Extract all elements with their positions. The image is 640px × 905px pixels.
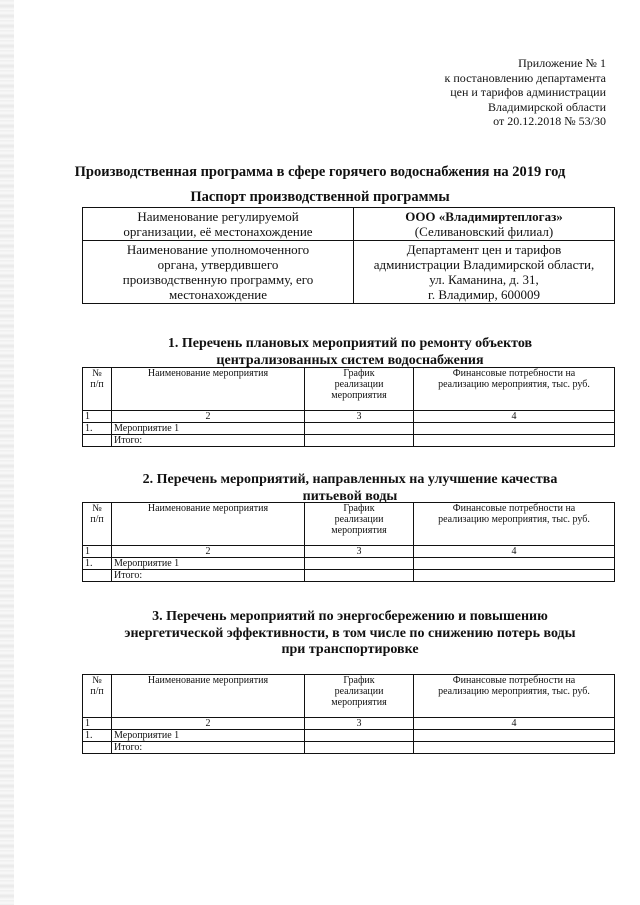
- header-text: Финансовые потребности на: [452, 503, 576, 514]
- header-text: п/п: [90, 379, 104, 390]
- column-number-row: [83, 546, 615, 558]
- row-num: [83, 435, 112, 447]
- header-text: мероприятия: [331, 697, 387, 708]
- row-schedule: [305, 570, 414, 582]
- header-text: Финансовые потребности на: [452, 675, 576, 686]
- header-text: График: [343, 675, 375, 686]
- passport-row-organization: [83, 208, 615, 241]
- col-number: 4: [414, 411, 615, 423]
- col-number: 3: [305, 718, 414, 730]
- section-2-title: [80, 472, 620, 505]
- appendix-line: Приложение № 1: [518, 56, 606, 70]
- header-text: реализации: [334, 379, 384, 390]
- section-3-table: [82, 674, 615, 754]
- row-total: Итого:: [112, 742, 305, 754]
- passport-value-cell: [354, 241, 615, 304]
- section-title-line: энергетической эффективности, в том числе по снижению потерь воды: [124, 625, 576, 641]
- col-number: 2: [112, 546, 305, 558]
- header-text: реализации: [334, 686, 384, 697]
- table-row: [83, 730, 615, 742]
- passport-label: Наименование уполномоченного: [126, 242, 310, 257]
- appendix-line: цен и тарифов администрации: [450, 85, 606, 99]
- table-header-row: [83, 503, 615, 546]
- header-text: п/п: [90, 514, 104, 525]
- section-title-line: при транспортировке: [281, 642, 419, 657]
- header-finance: [414, 675, 615, 718]
- row-finance: [414, 730, 615, 742]
- col-number: 4: [414, 546, 615, 558]
- passport-title: Паспорт производственной программы: [190, 189, 450, 205]
- header-text: реализации: [334, 514, 384, 525]
- row-finance: [414, 435, 615, 447]
- row-finance: [414, 742, 615, 754]
- row-finance: [414, 423, 615, 435]
- section-title-line: 2. Перечень мероприятий, направленных на улучшение качества: [142, 472, 558, 487]
- passport-label-cell: [83, 208, 354, 241]
- passport-table: [82, 207, 615, 304]
- passport-label: Наименование регулируемой: [137, 209, 299, 224]
- header-num: [83, 675, 112, 718]
- header-name: Наименование мероприятия: [112, 503, 305, 546]
- row-total: Итого:: [112, 570, 305, 582]
- col-number: 4: [414, 718, 615, 730]
- header-schedule: [305, 368, 414, 411]
- col-number: 3: [305, 546, 414, 558]
- header-text: №: [92, 675, 102, 686]
- header-text: реализацию мероприятия, тыс. руб.: [438, 379, 590, 390]
- row-finance: [414, 570, 615, 582]
- header-text: График: [343, 503, 375, 514]
- row-num: 1.: [83, 558, 112, 570]
- column-number-row: [83, 411, 615, 423]
- section-3-title: [80, 609, 620, 659]
- header-name: Наименование мероприятия: [112, 368, 305, 411]
- col-number: 2: [112, 411, 305, 423]
- appendix-line: от 20.12.2018 № 53/30: [493, 114, 606, 128]
- section-title-line: питьевой воды: [302, 488, 398, 504]
- passport-label: производственную программу, его: [122, 272, 314, 287]
- row-schedule: [305, 423, 414, 435]
- col-number: 3: [305, 411, 414, 423]
- row-event: Мероприятие 1: [112, 423, 305, 435]
- row-event: Мероприятие 1: [112, 730, 305, 742]
- passport-value-cell: [354, 208, 615, 241]
- organization-name: ООО «Владимиртеплогаз»: [405, 209, 563, 224]
- table-row: [83, 558, 615, 570]
- section-1-title: [80, 336, 620, 369]
- header-num: [83, 503, 112, 546]
- header-schedule: [305, 503, 414, 546]
- header-text: №: [92, 503, 102, 514]
- passport-label: органа, утвердившего: [157, 257, 279, 272]
- col-number: 1: [83, 411, 112, 423]
- row-num: [83, 742, 112, 754]
- passport-label: организации, её местонахождение: [123, 224, 313, 239]
- header-text: мероприятия: [331, 390, 387, 401]
- header-num: [83, 368, 112, 411]
- section-title-line: централизованных систем водоснабжения: [216, 352, 484, 368]
- header-text: п/п: [90, 686, 104, 697]
- scan-edge: [0, 0, 14, 905]
- table-total-row: [83, 570, 615, 582]
- header-finance: [414, 503, 615, 546]
- row-schedule: [305, 742, 414, 754]
- header-schedule: [305, 675, 414, 718]
- header-text: Финансовые потребности на: [452, 368, 576, 379]
- row-num: [83, 570, 112, 582]
- row-finance: [414, 558, 615, 570]
- table-header-row: [83, 675, 615, 718]
- section-title-line: 3. Перечень мероприятий по энергосбережению и повышению: [152, 609, 548, 624]
- section-1-table: [82, 367, 615, 447]
- header-text: реализацию мероприятия, тыс. руб.: [438, 514, 590, 525]
- row-schedule: [305, 558, 414, 570]
- row-schedule: [305, 730, 414, 742]
- section-title-line: 1. Перечень плановых мероприятий по ремонту объектов: [167, 336, 533, 351]
- authority-address: г. Владимир, 600009: [427, 287, 541, 302]
- col-number: 1: [83, 546, 112, 558]
- appendix-line: к постановлению департамента: [444, 70, 606, 85]
- main-title: Производственная программа в сфере горячего водоснабжения на 2019 год: [74, 164, 566, 180]
- appendix-line: Владимирской области: [488, 99, 606, 114]
- header-text: №: [92, 368, 102, 379]
- col-number: 2: [112, 718, 305, 730]
- authority-name: администрации Владимирской области,: [373, 257, 595, 272]
- row-total: Итого:: [112, 435, 305, 447]
- passport-label: местонахождение: [168, 287, 268, 302]
- row-num: 1.: [83, 730, 112, 742]
- header-text: реализацию мероприятия, тыс. руб.: [438, 686, 590, 697]
- row-num: 1.: [83, 423, 112, 435]
- row-event: Мероприятие 1: [112, 558, 305, 570]
- organization-branch: (Селивановский филиал): [414, 224, 554, 239]
- header-text: мероприятия: [331, 525, 387, 536]
- table-total-row: [83, 435, 615, 447]
- table-total-row: [83, 742, 615, 754]
- col-number: 1: [83, 718, 112, 730]
- passport-row-authority: [83, 241, 615, 304]
- passport-label-cell: [83, 241, 354, 304]
- authority-address: ул. Каманина, д. 31,: [429, 272, 539, 287]
- header-text: График: [343, 368, 375, 379]
- authority-name: Департамент цен и тарифов: [406, 242, 562, 257]
- column-number-row: [83, 718, 615, 730]
- section-2-table: [82, 502, 615, 582]
- table-header-row: [83, 368, 615, 411]
- row-schedule: [305, 435, 414, 447]
- appendix-block: [445, 56, 606, 129]
- table-row: [83, 423, 615, 435]
- header-finance: [414, 368, 615, 411]
- header-name: Наименование мероприятия: [112, 675, 305, 718]
